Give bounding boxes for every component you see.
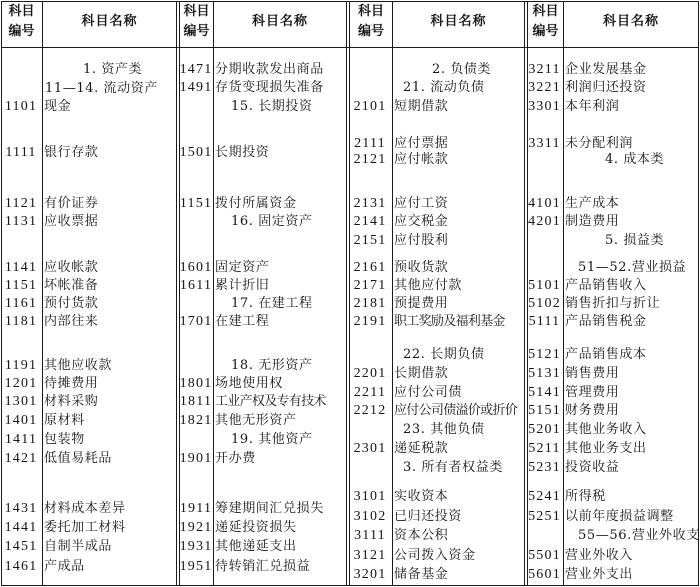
account-code: 5141 [528, 385, 561, 400]
account-name: 储备基金 [394, 567, 449, 582]
account-row [0, 538, 178, 556]
account-row [348, 277, 526, 295]
category-heading-row [348, 79, 526, 97]
category-heading: 17. 在建工程 [231, 296, 313, 311]
account-name: 销售费用 [565, 366, 620, 381]
category-heading-row [348, 346, 526, 364]
account-name: 其他无形资产 [215, 413, 297, 428]
account-name: 其他应收款 [44, 358, 113, 373]
category-heading: 3. 所有者权益类 [403, 460, 503, 475]
account-row [0, 98, 178, 116]
account-row [526, 79, 700, 97]
category-heading: 5. 损益类 [605, 233, 665, 248]
account-name: 工业产权及专有技术 [215, 394, 326, 409]
header-code-label: 科目 [357, 4, 384, 19]
account-code: 3301 [528, 99, 561, 114]
account-name: 未分配利润 [565, 136, 634, 151]
account-code: 3111 [354, 528, 386, 543]
account-name: 存货变现损失准备 [215, 80, 324, 95]
account-name: 已归还投资 [394, 509, 463, 524]
account-code: 2151 [353, 233, 387, 248]
account-code: 1421 [4, 451, 38, 466]
account-name: 产品销售收入 [565, 278, 647, 293]
account-row [348, 547, 526, 565]
account-code: 5601 [528, 567, 561, 582]
account-name: 企业发展基金 [565, 62, 647, 77]
account-code: 3121 [353, 548, 387, 563]
header-code-label: 编号 [532, 24, 559, 39]
account-row [0, 375, 178, 393]
category-heading-row [178, 98, 348, 116]
account-name: 包装物 [44, 432, 85, 447]
category-heading-row [526, 151, 700, 169]
account-row [0, 412, 178, 430]
account-code: 1921 [179, 520, 213, 535]
account-row [526, 313, 700, 331]
account-code: 5111 [528, 314, 561, 329]
account-code: 5102 [528, 296, 561, 311]
account-code: 1201 [4, 376, 38, 391]
category-heading: 55—56.营业外收支 [578, 528, 700, 543]
account-code: 1181 [4, 314, 38, 329]
account-name: 销售折扣与折让 [565, 296, 661, 311]
category-heading: 51—52.营业损益 [578, 260, 687, 275]
account-row [348, 313, 526, 331]
account-code: 3201 [353, 567, 387, 582]
account-name: 现金 [44, 99, 72, 114]
account-name: 应付股利 [394, 233, 449, 248]
account-row [178, 195, 348, 213]
header-code-label: 编号 [8, 24, 35, 39]
category-heading-row [178, 295, 348, 313]
account-row [526, 547, 700, 565]
account-code: 2141 [353, 214, 387, 229]
category-heading: 22. 长期负债 [403, 347, 485, 362]
account-name: 在建工程 [215, 314, 270, 329]
account-name: 短期借款 [394, 99, 449, 114]
account-row [0, 357, 178, 375]
category-heading-row [526, 232, 700, 250]
category-heading-row [0, 61, 178, 79]
account-row [348, 151, 526, 169]
account-row [0, 558, 178, 576]
account-code: 1141 [4, 260, 38, 275]
account-name: 原材料 [44, 413, 85, 428]
account-name: 应付帐款 [394, 152, 449, 167]
account-code: 1461 [4, 559, 38, 574]
account-code: 2111 [354, 136, 386, 151]
account-row [526, 421, 700, 439]
account-name: 长期借款 [394, 366, 449, 381]
account-code: 5251 [528, 509, 561, 524]
account-name: 财务费用 [565, 403, 620, 418]
account-name: 职工奖励及福利基金 [394, 314, 505, 329]
account-code: 1471 [179, 62, 213, 77]
category-heading: 2. 负债类 [432, 62, 492, 77]
header-code-label: 编号 [357, 24, 384, 39]
account-row [178, 500, 348, 518]
account-code: 1131 [4, 214, 38, 229]
account-code: 1901 [179, 451, 213, 466]
category-heading: 21. 流动负债 [403, 80, 485, 95]
account-name: 应交税金 [394, 214, 449, 229]
account-row [178, 277, 348, 295]
account-row [178, 538, 348, 556]
account-code: 1451 [4, 539, 38, 554]
account-code: 1431 [4, 501, 38, 516]
category-heading-row [0, 80, 178, 98]
header-name-label: 科目名称 [602, 14, 659, 29]
account-row [348, 195, 526, 213]
account-row [0, 295, 178, 313]
account-column-group [348, 0, 526, 587]
account-row [0, 313, 178, 331]
account-row [526, 346, 700, 364]
account-name: 本年利润 [565, 99, 620, 114]
account-name: 委托加工材料 [44, 520, 126, 535]
account-row [526, 295, 700, 313]
account-row [348, 488, 526, 506]
account-code: 5501 [528, 548, 561, 563]
account-code: 2191 [353, 314, 387, 329]
account-code: 5241 [528, 489, 561, 504]
account-row [526, 195, 700, 213]
account-code: 2181 [353, 296, 387, 311]
account-code: 1151 [4, 278, 38, 293]
account-name: 自制半成品 [44, 539, 113, 554]
account-row [526, 384, 700, 402]
account-name: 内部往来 [44, 314, 99, 329]
account-row [526, 277, 700, 295]
account-code: 5231 [528, 460, 561, 475]
account-name: 材料采购 [44, 394, 99, 409]
category-heading: 11—14. 流动资产 [45, 81, 158, 96]
account-code: 1911 [179, 501, 213, 516]
account-name: 应付票据 [394, 136, 449, 151]
account-name: 低值易耗品 [44, 451, 113, 466]
account-name: 公司拨入资金 [394, 548, 476, 563]
account-code: 3221 [528, 80, 561, 95]
account-name: 利润归还投资 [565, 80, 647, 95]
account-code: 1151 [179, 196, 213, 211]
account-name: 营业外收入 [565, 548, 634, 563]
account-row [178, 79, 348, 97]
account-row [178, 412, 348, 430]
category-heading-row [526, 259, 700, 277]
account-code: 1101 [4, 99, 38, 114]
account-row [348, 384, 526, 402]
account-code: 2201 [353, 366, 387, 381]
account-row [526, 98, 700, 116]
header-name-label: 科目名称 [81, 14, 138, 29]
account-code: 1601 [179, 260, 213, 275]
account-name: 以前年度损益调整 [565, 509, 674, 524]
account-name: 其他递延支出 [215, 539, 297, 554]
account-code: 3102 [353, 509, 387, 524]
account-code: 2212 [353, 403, 387, 418]
account-row [0, 277, 178, 295]
category-heading: 18. 无形资产 [231, 358, 313, 373]
account-row [0, 195, 178, 213]
account-row [0, 500, 178, 518]
account-code: 1811 [179, 394, 213, 409]
category-heading-row [178, 213, 348, 231]
category-heading-row [348, 421, 526, 439]
account-row [348, 440, 526, 458]
account-name: 其他业务收入 [565, 422, 647, 437]
account-name: 待转销汇兑损益 [215, 559, 311, 574]
account-row [178, 450, 348, 468]
account-name: 产成品 [44, 559, 85, 574]
account-row [178, 519, 348, 537]
account-name: 资本公积 [394, 528, 449, 543]
account-name: 有价证券 [44, 196, 99, 211]
header-code-label: 科目 [8, 4, 35, 19]
account-code: 2101 [353, 99, 387, 114]
account-code: 5121 [528, 347, 561, 362]
account-name: 应收帐款 [44, 260, 99, 275]
account-row [178, 259, 348, 277]
account-code: 3211 [528, 62, 561, 77]
account-row [178, 393, 348, 411]
account-name: 所得税 [565, 489, 606, 504]
account-name: 生产成本 [565, 196, 620, 211]
account-code: 1191 [4, 358, 38, 373]
account-name: 开办费 [215, 451, 256, 466]
account-row [526, 61, 700, 79]
account-code: 1441 [4, 520, 38, 535]
account-row [0, 213, 178, 231]
account-code: 3101 [353, 489, 387, 504]
account-column-group [0, 0, 178, 587]
account-name: 累计折旧 [215, 278, 270, 293]
category-heading: 16. 固定资产 [231, 214, 313, 229]
account-code: 1611 [179, 278, 213, 293]
account-code: 2301 [353, 441, 387, 456]
account-code: 1701 [179, 314, 213, 329]
account-name: 应收票据 [44, 214, 99, 229]
account-row [0, 519, 178, 537]
category-heading-row [348, 459, 526, 477]
category-heading: 4. 成本类 [605, 152, 665, 167]
account-name: 管理费用 [565, 385, 620, 400]
account-name: 筹建期间汇兑损失 [215, 501, 324, 516]
account-code: 4101 [528, 196, 561, 211]
account-code: 4201 [528, 214, 561, 229]
account-row [526, 459, 700, 477]
account-row [526, 566, 700, 584]
account-name: 预收货款 [394, 260, 449, 275]
account-column-group [178, 0, 348, 587]
account-name: 分期收款发出商品 [215, 62, 324, 77]
header-code-label: 编号 [183, 24, 210, 39]
account-name: 实收资本 [394, 489, 449, 504]
account-code: 2131 [353, 196, 387, 211]
account-name: 产品销售成本 [565, 347, 647, 362]
account-name: 预付货款 [44, 296, 99, 311]
account-row [348, 98, 526, 116]
account-code: 1801 [179, 376, 213, 391]
account-row [526, 402, 700, 420]
account-name: 银行存款 [44, 145, 99, 160]
account-row [526, 488, 700, 506]
account-code: 3311 [528, 136, 561, 151]
account-row [348, 232, 526, 250]
account-name: 产品销售税金 [565, 314, 647, 329]
account-row [526, 508, 700, 526]
account-row [0, 450, 178, 468]
category-heading-row [178, 357, 348, 375]
account-code: 5211 [528, 441, 561, 456]
account-row [348, 566, 526, 584]
account-name: 其他应付款 [394, 278, 463, 293]
account-row [348, 259, 526, 277]
account-row [0, 393, 178, 411]
account-name: 预提费用 [394, 296, 449, 311]
account-code: 1301 [4, 394, 38, 409]
category-heading-row [526, 527, 700, 545]
account-name: 拨付所属资金 [215, 196, 297, 211]
account-code: 5131 [528, 366, 561, 381]
account-row [348, 508, 526, 526]
account-code: 5201 [528, 422, 561, 437]
account-row [348, 295, 526, 313]
header-name-label: 科目名称 [251, 14, 308, 29]
account-name: 坏帐准备 [44, 278, 99, 293]
account-name: 应付公司债 [394, 385, 463, 400]
account-code: 2171 [353, 278, 387, 293]
account-name: 场地使用权 [215, 376, 284, 391]
account-code: 1951 [179, 559, 213, 574]
account-name: 待摊费用 [44, 376, 99, 391]
account-row [0, 144, 178, 162]
category-heading: 1. 资产类 [83, 62, 143, 77]
account-code: 1491 [179, 80, 213, 95]
account-name: 固定资产 [215, 260, 270, 275]
account-name: 其他业务支出 [565, 441, 647, 456]
account-row [348, 213, 526, 231]
account-code: 5101 [528, 278, 561, 293]
account-row [0, 259, 178, 277]
account-column-group [526, 0, 700, 587]
account-name: 递延投资损失 [215, 520, 297, 535]
account-code: 1111 [5, 145, 37, 160]
account-row [526, 440, 700, 458]
account-name: 应付工资 [394, 196, 449, 211]
account-row [526, 213, 700, 231]
account-code: 2161 [353, 260, 387, 275]
account-row [348, 527, 526, 545]
category-heading: 23. 其他负债 [403, 422, 485, 437]
header-code-label: 科目 [532, 4, 559, 19]
account-name: 应付公司债溢价或折价 [394, 403, 518, 418]
account-row [178, 144, 348, 162]
account-code: 5151 [528, 403, 561, 418]
category-heading-row [348, 61, 526, 79]
account-code: 1411 [4, 432, 38, 447]
account-code: 2211 [353, 385, 387, 400]
account-code: 2121 [353, 152, 387, 167]
category-heading: 19. 其他资产 [231, 432, 313, 447]
header-code-label: 科目 [183, 4, 210, 19]
account-row [526, 365, 700, 383]
account-name: 投资收益 [565, 460, 620, 475]
account-name: 营业外支出 [565, 567, 634, 582]
account-code: 1931 [179, 539, 213, 554]
category-heading-row [178, 431, 348, 449]
account-name: 制造费用 [565, 214, 620, 229]
account-row [178, 313, 348, 331]
account-code: 1121 [4, 196, 38, 211]
account-name: 材料成本差异 [44, 501, 126, 516]
account-code: 1161 [4, 296, 38, 311]
account-code: 1501 [179, 145, 213, 160]
account-name: 递延税款 [394, 441, 449, 456]
account-name: 长期投资 [215, 145, 270, 160]
header-name-label: 科目名称 [430, 14, 487, 29]
account-code: 1401 [4, 413, 38, 428]
account-row [348, 365, 526, 383]
account-row [178, 61, 348, 79]
account-row [178, 558, 348, 576]
account-code: 1821 [179, 413, 213, 428]
category-heading: 15. 长期投资 [231, 99, 313, 114]
account-row [0, 431, 178, 449]
account-row [178, 375, 348, 393]
account-row [348, 402, 526, 420]
